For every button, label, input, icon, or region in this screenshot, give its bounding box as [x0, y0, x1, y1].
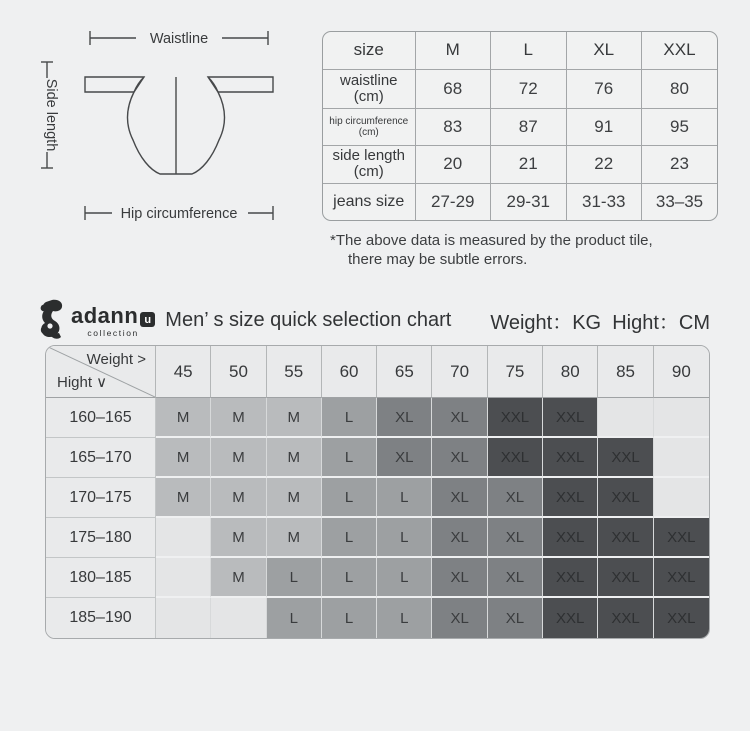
grid-cell: XL: [488, 518, 543, 558]
grid-cell: L: [377, 518, 432, 558]
grid-cell: XL: [432, 478, 487, 518]
table-cell: 21: [491, 145, 567, 183]
size-table-corner: size: [323, 32, 415, 69]
grid-cell: XXL: [598, 558, 653, 598]
grid-cell: XXL: [543, 598, 598, 638]
weight-col-header: 55: [267, 346, 322, 398]
table-cell: 83: [415, 108, 491, 145]
grid-cell: L: [377, 478, 432, 518]
page-title: Men’ s size quick selection chart: [165, 308, 452, 331]
brand-wordmark: [71, 303, 155, 338]
row-label-waistline: waistline (cm): [323, 69, 415, 108]
table-cell: 72: [491, 69, 567, 108]
grid-cell: XL: [432, 438, 487, 478]
grid-cell: XXL: [543, 438, 598, 478]
table-cell: 76: [566, 69, 642, 108]
units-note: Weight：KG Hight：CM: [490, 311, 710, 334]
table-cell: 20: [415, 145, 491, 183]
grid-cell: M: [211, 478, 266, 518]
table-cell: 68: [415, 69, 491, 108]
grid-cell: L: [322, 558, 377, 598]
grid-cell: M: [211, 398, 266, 438]
side-length-label: Side length: [43, 78, 59, 152]
measurement-disclaimer: [322, 231, 716, 269]
grid-cell: XL: [432, 598, 487, 638]
grid-cell: M: [156, 438, 211, 478]
brand-subtitle: collection: [87, 327, 139, 338]
weight-col-header: 85: [598, 346, 653, 398]
table-cell: 87: [491, 108, 567, 145]
grid-cell: M: [267, 478, 322, 518]
grid-cell: L: [267, 598, 322, 638]
grid-cell: M: [211, 518, 266, 558]
waistline-label: Waistline: [149, 31, 209, 47]
grid-cell: [654, 398, 709, 438]
size-selection-grid: [45, 345, 710, 639]
grid-cell: L: [267, 558, 322, 598]
grid-cell: XXL: [598, 598, 653, 638]
grid-cell: L: [322, 478, 377, 518]
grid-cell: M: [156, 478, 211, 518]
grid-cell: L: [377, 558, 432, 598]
title-bar: [36, 297, 710, 343]
grid-cell: XXL: [543, 478, 598, 518]
grid-corner-cell: [46, 346, 156, 398]
grid-cell: XXL: [598, 518, 653, 558]
hight-axis-label: Hight ∨: [57, 374, 108, 391]
row-label-hip: hip circumference (cm): [323, 108, 415, 145]
garment-outline-icon: [85, 77, 273, 174]
grid-cell: XL: [377, 398, 432, 438]
table-cell: 22: [566, 145, 642, 183]
disclaimer-line-2: there may be subtle errors.: [348, 251, 528, 268]
grid-cell: L: [377, 598, 432, 638]
grid-cell: XXL: [543, 558, 598, 598]
grid-cell: XL: [432, 398, 487, 438]
garment-measurement-diagram: [8, 12, 310, 236]
grid-cell: XXL: [654, 518, 709, 558]
disclaimer-line-1: *The above data is measured by the product tile,: [330, 232, 653, 249]
weight-col-header: 90: [654, 346, 709, 398]
weight-col-header: 75: [488, 346, 543, 398]
row-label-side-length: side length (cm): [323, 145, 415, 183]
grid-cell: M: [267, 438, 322, 478]
size-col-l: L: [491, 32, 567, 69]
grid-cell: XL: [377, 438, 432, 478]
grid-cell: L: [322, 438, 377, 478]
size-col-m: M: [415, 32, 491, 69]
weight-col-header: 70: [432, 346, 487, 398]
table-cell: 80: [642, 69, 718, 108]
row-label-jeans-size: jeans size: [323, 183, 415, 220]
grid-cell: XL: [432, 558, 487, 598]
weight-col-header: 50: [211, 346, 266, 398]
measure-lines: [41, 31, 273, 220]
grid-cell: XXL: [598, 438, 653, 478]
size-col-xxl: XXL: [642, 32, 718, 69]
brand-name: adann: [71, 302, 139, 328]
grid-cell: [211, 598, 266, 638]
grid-cell: L: [322, 398, 377, 438]
size-measurements-table: [322, 31, 718, 221]
height-row-header: 175–180: [46, 518, 156, 558]
grid-cell: [654, 438, 709, 478]
grid-cell: [156, 558, 211, 598]
hip-circumference-label: Hip circumference: [120, 206, 238, 222]
weight-axis-label: Weight >: [86, 351, 146, 368]
table-cell: 29-31: [491, 183, 567, 220]
grid-cell: XXL: [598, 478, 653, 518]
grid-cell: XXL: [543, 398, 598, 438]
height-row-header: 170–175: [46, 478, 156, 518]
grid-cell: XL: [488, 558, 543, 598]
height-row-header: 165–170: [46, 438, 156, 478]
weight-col-header: 80: [543, 346, 598, 398]
brand-badge: u: [140, 312, 155, 327]
height-row-header: 180–185: [46, 558, 156, 598]
grid-cell: L: [322, 598, 377, 638]
grid-cell: XL: [432, 518, 487, 558]
grid-cell: XXL: [654, 558, 709, 598]
grid-cell: [654, 478, 709, 518]
weight-col-header: 45: [156, 346, 211, 398]
grid-cell: M: [156, 398, 211, 438]
grid-cell: [598, 398, 653, 438]
height-row-header: 160–165: [46, 398, 156, 438]
grid-cell: M: [267, 398, 322, 438]
table-cell: 91: [566, 108, 642, 145]
grid-cell: XL: [488, 598, 543, 638]
table-cell: 95: [642, 108, 718, 145]
grid-cell: XXL: [488, 438, 543, 478]
grid-cell: M: [267, 518, 322, 558]
table-cell: 31-33: [566, 183, 642, 220]
height-row-header: 185–190: [46, 598, 156, 638]
brand-logo-icon: [36, 299, 66, 341]
table-cell: 23: [642, 145, 718, 183]
grid-cell: M: [211, 558, 266, 598]
size-col-xl: XL: [566, 32, 642, 69]
grid-cell: [156, 518, 211, 558]
weight-col-header: 65: [377, 346, 432, 398]
table-cell: 33–35: [642, 183, 718, 220]
grid-cell: [156, 598, 211, 638]
grid-cell: XL: [488, 478, 543, 518]
table-cell: 27-29: [415, 183, 491, 220]
grid-cell: L: [322, 518, 377, 558]
grid-cell: XXL: [488, 398, 543, 438]
grid-cell: M: [211, 438, 266, 478]
grid-cell: XXL: [543, 518, 598, 558]
weight-col-header: 60: [322, 346, 377, 398]
grid-cell: XXL: [654, 598, 709, 638]
